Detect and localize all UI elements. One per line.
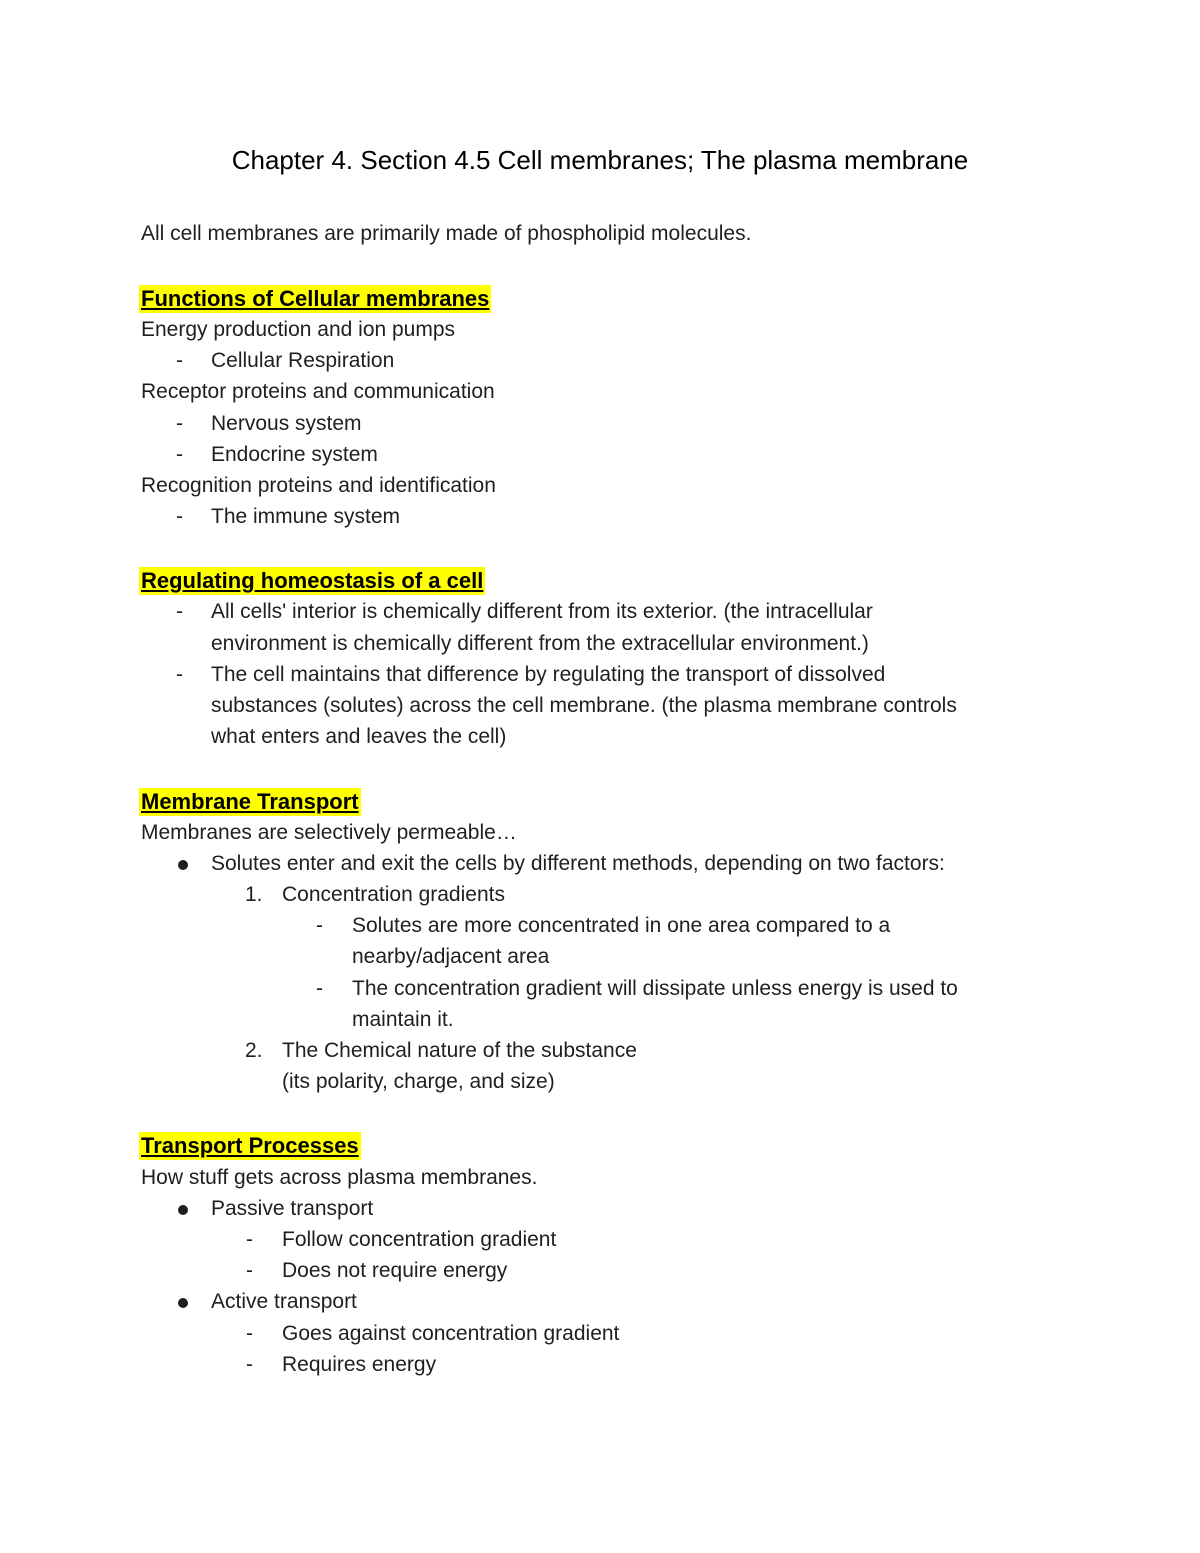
list-item: Nervous system <box>211 412 362 435</box>
section-heading-homeostasis: Regulating homeostasis of a cell <box>141 568 484 593</box>
list-item: Energy production and ion pumps <box>141 318 456 341</box>
intro-text: All cell membranes are primarily made of phospholipid molecules. <box>141 222 752 245</box>
bullet-icon <box>178 1298 188 1308</box>
dash-marker: - <box>176 600 183 623</box>
dash-marker: - <box>176 412 183 435</box>
dash-marker: - <box>316 977 323 1000</box>
bullet-icon <box>178 860 188 870</box>
list-item: (its polarity, charge, and size) <box>282 1070 555 1093</box>
list-item: Membranes are selectively permeable… <box>141 821 517 844</box>
list-item: Requires energy <box>282 1353 437 1376</box>
dash-marker: - <box>246 1259 253 1282</box>
list-item: substances (solutes) across the cell membrane. (the plasma membrane controls <box>211 694 957 717</box>
list-item: The immune system <box>211 505 401 528</box>
list-item: Passive transport <box>211 1197 374 1220</box>
dash-marker: - <box>176 505 183 528</box>
list-item: Active transport <box>211 1290 357 1313</box>
list-item: Endocrine system <box>211 443 378 466</box>
list-item: nearby/adjacent area <box>352 945 550 968</box>
dash-marker: - <box>316 914 323 937</box>
list-item: maintain it. <box>352 1008 454 1031</box>
list-item: Receptor proteins and communication <box>141 380 495 403</box>
section-heading-membrane-transport: Membrane Transport <box>141 789 359 814</box>
list-item: Solutes are more concentrated in one area compared to a <box>352 914 891 937</box>
list-item: How stuff gets across plasma membranes. <box>141 1166 538 1189</box>
list-item: Follow concentration gradient <box>282 1228 557 1251</box>
list-item: Cellular Respiration <box>211 349 395 372</box>
dash-marker: - <box>246 1228 253 1251</box>
list-item: Recognition proteins and identification <box>141 474 496 497</box>
list-item: what enters and leaves the cell) <box>211 725 507 748</box>
page-title: Chapter 4. Section 4.5 Cell membranes; The plasma membrane <box>231 145 969 175</box>
list-item: Concentration gradients <box>282 883 505 906</box>
number-marker: 2. <box>245 1039 263 1062</box>
list-item: Solutes enter and exit the cells by different methods, depending on two factors: <box>211 852 945 875</box>
dash-marker: - <box>176 349 183 372</box>
section-heading-transport-processes: Transport Processes <box>141 1133 359 1158</box>
bullet-icon <box>178 1205 188 1215</box>
dash-marker: - <box>176 663 183 686</box>
list-item: The Chemical nature of the substance <box>282 1039 637 1062</box>
list-item: The concentration gradient will dissipate unless energy is used to <box>352 977 958 1000</box>
list-item: All cells' interior is chemically different from its exterior. (the intracellular <box>211 600 873 623</box>
list-item: Does not require energy <box>282 1259 508 1282</box>
dash-marker: - <box>246 1353 253 1376</box>
number-marker: 1. <box>245 883 263 906</box>
dash-marker: - <box>176 443 183 466</box>
section-heading-functions: Functions of Cellular membranes <box>141 286 490 311</box>
list-item: environment is chemically different from the extracellular environment.) <box>211 632 869 655</box>
list-item: The cell maintains that difference by regulating the transport of dissolved <box>211 663 886 686</box>
list-item: Goes against concentration gradient <box>282 1322 620 1345</box>
dash-marker: - <box>246 1322 253 1345</box>
